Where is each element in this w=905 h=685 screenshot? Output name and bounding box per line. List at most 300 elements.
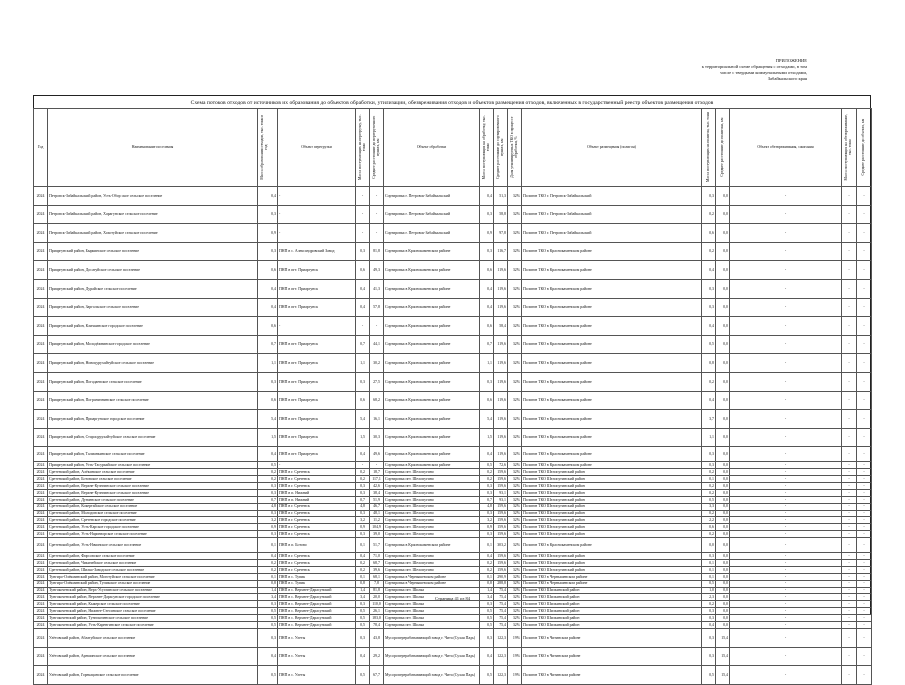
cell-mass-to-transfer: 0,3 bbox=[356, 482, 370, 489]
cell-dist-transfer: 81,8 bbox=[370, 587, 384, 594]
cell-mass-to-processing: 0,2 bbox=[480, 560, 494, 567]
cell-name: Петровск-Забайкальский район, Хохотуйское сельское поселение bbox=[48, 224, 258, 243]
cell-year: 2024 bbox=[34, 587, 48, 594]
cell-utilization-share: 32% bbox=[508, 354, 522, 373]
cell-mass-to-transfer: 0,5 bbox=[356, 622, 370, 629]
cell-mass-to-placement: 3,3 bbox=[702, 503, 716, 510]
cell-year: 2024 bbox=[34, 462, 48, 469]
cell-mass-to-transfer: 0,3 bbox=[356, 489, 370, 496]
cell-neutralization-object: - bbox=[730, 261, 842, 280]
cell-dist-transfer: 81,8 bbox=[370, 242, 384, 261]
table-row bbox=[34, 335, 872, 354]
cell-dist-processing: 159,6 bbox=[494, 482, 508, 489]
cell-neutralization-object: - bbox=[730, 205, 842, 224]
cell-mass-to-processing: 4,8 bbox=[480, 503, 494, 510]
cell-placement-object: Полигон ТКО Шелопугинский район bbox=[522, 503, 702, 510]
cell-dist-placement: 0,0 bbox=[716, 476, 730, 483]
cell-mass-to-processing: 0,9 bbox=[480, 224, 494, 243]
cell-mass-formation: 0,3 bbox=[258, 242, 278, 261]
cell-dist-transfer: 49,6 bbox=[370, 447, 384, 462]
header-processing-object: Объект обработки bbox=[384, 109, 480, 187]
cell-processing-object: Сортировка в Краснокаменском районе bbox=[384, 462, 480, 469]
cell-processing-object: Мусороперерабатывающий завод г. Чита (Сухая Падь) bbox=[384, 628, 480, 647]
cell-mass-formation: 0,2 bbox=[258, 476, 278, 483]
cell-mass-to-placement: 0,4 bbox=[702, 622, 716, 629]
cell-name: Приаргунский район, Досатуйское сельское поселение bbox=[48, 261, 258, 280]
cell-dist-transfer: 68,1 bbox=[370, 573, 384, 580]
cell-dist-neutralization: - bbox=[857, 261, 872, 280]
cell-placement-object: Полигон ТКО Шелопугинский район bbox=[522, 469, 702, 476]
cell-transfer-object: ПНП в г. Сретенск bbox=[278, 566, 356, 573]
cell-placement-object: Полигон ТКО Шелопугинский район bbox=[522, 531, 702, 538]
cell-placement-object: Полигон ТКО в Краснокаменском районе bbox=[522, 279, 702, 298]
cell-mass-to-placement: 0,2 bbox=[702, 205, 716, 224]
cell-year: 2024 bbox=[34, 279, 48, 298]
cell-name: Сретенский район, Дунаевское сельское поселение bbox=[48, 496, 258, 503]
cell-mass-to-neutralization: - bbox=[842, 372, 857, 391]
cell-mass-to-neutralization: - bbox=[842, 496, 857, 503]
cell-dist-placement: 0,0 bbox=[716, 524, 730, 531]
cell-mass-to-placement: 0,1 bbox=[702, 566, 716, 573]
cell-dist-transfer: - bbox=[370, 462, 384, 469]
cell-processing-object: Сортировка пгт. Шилка bbox=[384, 622, 480, 629]
cell-placement-object: Полигон ТКО Шилкинский район bbox=[522, 594, 702, 601]
cell-dist-neutralization: - bbox=[857, 601, 872, 608]
cell-mass-to-placement: 0,1 bbox=[702, 476, 716, 483]
cell-mass-formation: 0,3 bbox=[258, 510, 278, 517]
cell-placement-object: Полигон ТКО в Краснокаменском районе bbox=[522, 391, 702, 410]
cell-transfer-object: - bbox=[278, 224, 356, 243]
cell-processing-object: Сортировка пгт. Шелопугино bbox=[384, 566, 480, 573]
cell-dist-transfer: 51,9 bbox=[370, 496, 384, 503]
cell-mass-to-processing: 0,3 bbox=[480, 489, 494, 496]
cell-transfer-object: ПНП в г. Сретенск bbox=[278, 560, 356, 567]
cell-dist-transfer: 67,7 bbox=[370, 666, 384, 685]
cell-name: Сретенский район, Сретенское городское поселение bbox=[48, 517, 258, 524]
cell-utilization-share: 32% bbox=[508, 594, 522, 601]
header-row bbox=[34, 109, 872, 187]
cell-utilization-share: 32% bbox=[508, 580, 522, 587]
cell-mass-to-neutralization: - bbox=[842, 553, 857, 560]
table-row bbox=[34, 496, 872, 503]
cell-utilization-share: 32% bbox=[508, 476, 522, 483]
cell-name: Улётовский район, Аблатуйское сельское поселение bbox=[48, 628, 258, 647]
cell-transfer-object: - bbox=[278, 187, 356, 206]
table-row bbox=[34, 510, 872, 517]
cell-dist-neutralization: - bbox=[857, 469, 872, 476]
cell-mass-to-neutralization: - bbox=[842, 391, 857, 410]
cell-mass-to-processing: 0,4 bbox=[480, 647, 494, 666]
cell-transfer-object: ПНП в с. Верхнее-Дарасунский bbox=[278, 615, 356, 622]
cell-dist-processing: 119,6 bbox=[494, 298, 508, 317]
cell-dist-neutralization: - bbox=[857, 391, 872, 410]
cell-utilization-share: 32% bbox=[508, 298, 522, 317]
cell-mass-to-neutralization: - bbox=[842, 560, 857, 567]
table-row bbox=[34, 573, 872, 580]
cell-dist-neutralization: - bbox=[857, 410, 872, 429]
cell-mass-to-processing: 0,3 bbox=[480, 628, 494, 647]
cell-mass-to-transfer: 3,4 bbox=[356, 594, 370, 601]
cell-year: 2024 bbox=[34, 205, 48, 224]
cell-dist-transfer: 71,0 bbox=[370, 553, 384, 560]
header-year: Год bbox=[34, 109, 48, 187]
table-row bbox=[34, 647, 872, 666]
cell-mass-to-processing: 0,5 bbox=[480, 622, 494, 629]
cell-transfer-object: ПНП в пгт. Приаргунск bbox=[278, 279, 356, 298]
cell-name: Сретенский район, Усть-Карское городское поселение bbox=[48, 524, 258, 531]
table-row bbox=[34, 566, 872, 573]
cell-mass-to-transfer: 1,5 bbox=[356, 428, 370, 447]
cell-year: 2024 bbox=[34, 666, 48, 685]
cell-neutralization-object: - bbox=[730, 517, 842, 524]
table-row bbox=[34, 410, 872, 429]
cell-year: 2024 bbox=[34, 608, 48, 615]
cell-dist-neutralization: - bbox=[857, 594, 872, 601]
cell-neutralization-object: - bbox=[730, 560, 842, 567]
cell-mass-to-placement: 0,2 bbox=[702, 372, 716, 391]
cell-year: 2024 bbox=[34, 560, 48, 567]
cell-mass-to-processing: 0,7 bbox=[480, 335, 494, 354]
cell-mass-to-neutralization: - bbox=[842, 354, 857, 373]
appendix-line: ПРИЛОЖЕНИЕ bbox=[775, 58, 807, 63]
table-row bbox=[34, 622, 872, 629]
cell-dist-placement: 0,0 bbox=[716, 261, 730, 280]
cell-dist-transfer: 117,1 bbox=[370, 476, 384, 483]
cell-neutralization-object: - bbox=[730, 524, 842, 531]
cell-dist-neutralization: - bbox=[857, 187, 872, 206]
table-row bbox=[34, 524, 872, 531]
cell-mass-to-processing: 0,4 bbox=[480, 553, 494, 560]
cell-dist-placement: 0,0 bbox=[716, 517, 730, 524]
cell-dist-processing: 159,6 bbox=[494, 469, 508, 476]
cell-placement-object: Полигон ТКО в Чернышевском районе bbox=[522, 580, 702, 587]
cell-name: Тунгокоченский район, Верхнее-Дарасунское городское поселение bbox=[48, 594, 258, 601]
header-placement-object: Объект размещения (полигон) bbox=[522, 109, 702, 187]
table-row bbox=[34, 587, 872, 594]
cell-utilization-share: 32% bbox=[508, 410, 522, 429]
cell-dist-transfer: 20,0 bbox=[370, 594, 384, 601]
cell-neutralization-object: - bbox=[730, 553, 842, 560]
cell-transfer-object: ПНП в г. Сретенск bbox=[278, 503, 356, 510]
cell-mass-to-neutralization: - bbox=[842, 601, 857, 608]
cell-dist-transfer: 41,3 bbox=[370, 279, 384, 298]
cell-year: 2024 bbox=[34, 224, 48, 243]
cell-dist-neutralization: - bbox=[857, 524, 872, 531]
cell-dist-processing: 58,8 bbox=[494, 205, 508, 224]
cell-dist-transfer: - bbox=[370, 317, 384, 336]
cell-year: 2024 bbox=[34, 517, 48, 524]
cell-dist-placement: 0,0 bbox=[716, 298, 730, 317]
cell-utilization-share: 32% bbox=[508, 469, 522, 476]
cell-processing-object: Сортировка пгт. Шелопугино bbox=[384, 469, 480, 476]
cell-processing-object: Сортировка пгт. Шилка bbox=[384, 601, 480, 608]
cell-mass-to-neutralization: - bbox=[842, 317, 857, 336]
cell-processing-object: Сортировка в Краснокаменском районе bbox=[384, 538, 480, 553]
cell-year: 2024 bbox=[34, 553, 48, 560]
cell-mass-to-placement: 0,5 bbox=[702, 580, 716, 587]
cell-mass-to-transfer: - bbox=[356, 317, 370, 336]
cell-mass-formation: 3,2 bbox=[258, 517, 278, 524]
cell-year: 2024 bbox=[34, 372, 48, 391]
cell-dist-neutralization: - bbox=[857, 566, 872, 573]
cell-transfer-object: ПНП в пгт. Приаргунск bbox=[278, 354, 356, 373]
table-row bbox=[34, 298, 872, 317]
cell-utilization-share: 19% bbox=[508, 628, 522, 647]
cell-neutralization-object: - bbox=[730, 447, 842, 462]
cell-dist-placement: 15,4 bbox=[716, 666, 730, 685]
cell-placement-object: Полигон ТКО в Краснокаменском районе bbox=[522, 242, 702, 261]
cell-name: Сретенский район, Молодовское сельское поселение bbox=[48, 510, 258, 517]
cell-mass-formation: 0,5 bbox=[258, 615, 278, 622]
cell-mass-formation: 0,4 bbox=[258, 553, 278, 560]
cell-placement-object: Полигон ТКО в Краснокаменском районе bbox=[522, 410, 702, 429]
cell-processing-object: Сортировка пгт. Шелопугино bbox=[384, 553, 480, 560]
cell-dist-processing: 119,6 bbox=[494, 410, 508, 429]
table-row bbox=[34, 354, 872, 373]
cell-transfer-object: - bbox=[278, 317, 356, 336]
cell-mass-to-placement: 0,8 bbox=[702, 354, 716, 373]
cell-mass-to-neutralization: - bbox=[842, 580, 857, 587]
cell-dist-transfer: 110,0 bbox=[370, 601, 384, 608]
cell-dist-neutralization: - bbox=[857, 560, 872, 567]
cell-mass-formation: 0,7 bbox=[258, 496, 278, 503]
cell-mass-formation: 1,1 bbox=[258, 354, 278, 373]
cell-dist-neutralization: - bbox=[857, 242, 872, 261]
cell-placement-object: Полигон ТКО Шелопугинский район bbox=[522, 476, 702, 483]
cell-dist-processing: 288,8 bbox=[494, 580, 508, 587]
cell-dist-transfer: 39,0 bbox=[370, 531, 384, 538]
cell-mass-to-neutralization: - bbox=[842, 476, 857, 483]
table-row bbox=[34, 187, 872, 206]
cell-mass-formation: 0,4 bbox=[258, 447, 278, 462]
cell-mass-to-processing: 0,2 bbox=[480, 566, 494, 573]
cell-utilization-share: 32% bbox=[508, 510, 522, 517]
cell-processing-object: Сортировка пгт. Шелопугино bbox=[384, 482, 480, 489]
cell-mass-to-placement: 1,0 bbox=[702, 587, 716, 594]
cell-year: 2024 bbox=[34, 335, 48, 354]
cell-year: 2024 bbox=[34, 622, 48, 629]
cell-mass-to-placement: 0,3 bbox=[702, 298, 716, 317]
cell-mass-to-placement: 0,2 bbox=[702, 482, 716, 489]
cell-mass-to-transfer: 0,2 bbox=[356, 566, 370, 573]
cell-dist-neutralization: - bbox=[857, 476, 872, 483]
cell-mass-to-processing: 0,6 bbox=[480, 391, 494, 410]
cell-processing-object: Сортировка пгт. Шилка bbox=[384, 587, 480, 594]
cell-transfer-object: ПНП в с. Тупик bbox=[278, 580, 356, 587]
cell-dist-placement: 0,0 bbox=[716, 503, 730, 510]
cell-year: 2024 bbox=[34, 580, 48, 587]
cell-name: Тунгокоченский район, Верх-Усуглинское сельское поселение bbox=[48, 587, 258, 594]
cell-mass-to-processing: 0,5 bbox=[480, 615, 494, 622]
header-transfer-object: Объект перегрузки bbox=[278, 109, 356, 187]
cell-transfer-object: ПНП в с. Верхнее-Дарасунский bbox=[278, 601, 356, 608]
table-row bbox=[34, 242, 872, 261]
table-row bbox=[34, 469, 872, 476]
cell-mass-to-transfer: 0,2 bbox=[356, 476, 370, 483]
cell-neutralization-object: - bbox=[730, 462, 842, 469]
cell-mass-to-processing: 0,7 bbox=[480, 496, 494, 503]
cell-transfer-object: ПНП в пгт. Приаргунск bbox=[278, 447, 356, 462]
cell-placement-object: Полигон ТКО в Читинском районе bbox=[522, 647, 702, 666]
cell-neutralization-object: - bbox=[730, 428, 842, 447]
cell-placement-object: Полигон ТКО в Краснокаменском районе bbox=[522, 538, 702, 553]
cell-name: Приаргунский район, Талманкинское сельское поселение bbox=[48, 447, 258, 462]
cell-mass-to-placement: 0,3 bbox=[702, 187, 716, 206]
cell-placement-object: Полигон ТКО в Краснокаменском районе bbox=[522, 428, 702, 447]
cell-dist-transfer: 26,1 bbox=[370, 608, 384, 615]
cell-year: 2024 bbox=[34, 524, 48, 531]
cell-mass-to-processing: 3,4 bbox=[480, 594, 494, 601]
cell-dist-neutralization: - bbox=[857, 279, 872, 298]
cell-placement-object: Полигон ТКО в Краснокаменском районе bbox=[522, 462, 702, 469]
cell-name: Сретенский район, Чикичейское сельское поселение bbox=[48, 560, 258, 567]
header-mass-to-neutralization: Масса поступающих на обезвреживание, тыс. тонн bbox=[842, 109, 857, 187]
cell-name: Тунгокоченский район, Усть-Каренгинское сельское поселение bbox=[48, 622, 258, 629]
cell-name: Петровск-Забайкальский район, Усть-Обор ское сельское поселение bbox=[48, 187, 258, 206]
cell-dist-processing: 119,6 bbox=[494, 447, 508, 462]
cell-name: Улётовский район, Арешинское сельское поселение bbox=[48, 647, 258, 666]
cell-transfer-object: ПНП в пгт. Приаргунск bbox=[278, 372, 356, 391]
cell-mass-to-processing: 0,4 bbox=[480, 298, 494, 317]
cell-transfer-object: ПНП в пгт. Приаргунск bbox=[278, 410, 356, 429]
cell-dist-processing: 159,6 bbox=[494, 503, 508, 510]
cell-mass-formation: 0,3 bbox=[258, 601, 278, 608]
cell-utilization-share: 32% bbox=[508, 496, 522, 503]
cell-neutralization-object: - bbox=[730, 242, 842, 261]
table-row bbox=[34, 482, 872, 489]
cell-mass-to-placement: 0,3 bbox=[702, 615, 716, 622]
cell-mass-to-transfer: 1,4 bbox=[356, 587, 370, 594]
cell-utilization-share: 19% bbox=[508, 666, 522, 685]
cell-name: Приаргунский район, Кличкинское городское поселение bbox=[48, 317, 258, 336]
cell-mass-to-neutralization: - bbox=[842, 531, 857, 538]
cell-utilization-share: 32% bbox=[508, 482, 522, 489]
cell-dist-neutralization: - bbox=[857, 496, 872, 503]
cell-dist-placement: 0,0 bbox=[716, 580, 730, 587]
cell-mass-to-neutralization: - bbox=[842, 261, 857, 280]
cell-dist-neutralization: - bbox=[857, 462, 872, 469]
cell-name: Тунгокоченский район, Нижнее-Стесинское сельское поселение bbox=[48, 608, 258, 615]
header-utilization-share: Доля утилизируемых ТКО в процессе обработки, % bbox=[508, 109, 522, 187]
cell-name: Улётовский район, Горекацанское сельское поселение bbox=[48, 666, 258, 685]
cell-dist-transfer: 7,8 bbox=[370, 580, 384, 587]
header-dist-transfer: Среднее расстояние до перегрузочного пункта, км bbox=[370, 109, 384, 187]
cell-mass-to-placement: 0,1 bbox=[702, 560, 716, 567]
table-row bbox=[34, 391, 872, 410]
header-dist-placement: Среднее расстояние до полигона, км bbox=[716, 109, 730, 187]
cell-mass-formation: 0,3 bbox=[258, 489, 278, 496]
cell-mass-to-transfer: - bbox=[356, 462, 370, 469]
appendix-block bbox=[567, 58, 807, 82]
cell-dist-transfer: 78,4 bbox=[370, 622, 384, 629]
table-row bbox=[34, 580, 872, 587]
cell-mass-formation: 0,8 bbox=[258, 580, 278, 587]
table-row bbox=[34, 489, 872, 496]
cell-name: Приаргунский район, Молодёжнинское городское поселение bbox=[48, 335, 258, 354]
cell-mass-to-placement: 1,1 bbox=[702, 428, 716, 447]
cell-mass-to-placement: 0,2 bbox=[702, 510, 716, 517]
cell-neutralization-object: - bbox=[730, 510, 842, 517]
cell-utilization-share: 32% bbox=[508, 601, 522, 608]
cell-placement-object: Полигон ТКО в Краснокаменском районе bbox=[522, 372, 702, 391]
cell-year: 2024 bbox=[34, 261, 48, 280]
cell-dist-processing: 159,6 bbox=[494, 560, 508, 567]
table-row bbox=[34, 372, 872, 391]
cell-placement-object: Полигон ТКО в Краснокаменском районе bbox=[522, 335, 702, 354]
cell-mass-to-neutralization: - bbox=[842, 482, 857, 489]
cell-mass-to-transfer: 0,4 bbox=[356, 553, 370, 560]
cell-processing-object: Сортировка в Краснокаменском районе bbox=[384, 261, 480, 280]
cell-transfer-object: ПНП в с. Верхнее-Дарасунский bbox=[278, 587, 356, 594]
cell-processing-object: Сортировка в Краснокаменском районе bbox=[384, 410, 480, 429]
cell-year: 2024 bbox=[34, 647, 48, 666]
cell-mass-to-neutralization: - bbox=[842, 503, 857, 510]
cell-mass-formation: 0,7 bbox=[258, 335, 278, 354]
cell-placement-object: Полигон ТКО Шелопугинский район bbox=[522, 517, 702, 524]
cell-mass-to-transfer: 0,3 bbox=[356, 510, 370, 517]
cell-mass-to-processing: 0,3 bbox=[480, 531, 494, 538]
cell-processing-object: Сортировка пгт. Шелопугино bbox=[384, 503, 480, 510]
cell-mass-to-transfer: 0,1 bbox=[356, 538, 370, 553]
cell-mass-to-neutralization: - bbox=[842, 587, 857, 594]
cell-dist-processing: 119,6 bbox=[494, 428, 508, 447]
cell-utilization-share: 32% bbox=[508, 447, 522, 462]
cell-neutralization-object: - bbox=[730, 224, 842, 243]
cell-name: Приаргунский район, Быркинское сельское поселение bbox=[48, 242, 258, 261]
cell-processing-object: Сортировка в Краснокаменском районе bbox=[384, 447, 480, 462]
cell-mass-to-placement: 0,3 bbox=[702, 279, 716, 298]
cell-transfer-object: ПНП в г. Сретенск bbox=[278, 517, 356, 524]
cell-dist-transfer: 42,6 bbox=[370, 482, 384, 489]
cell-name: Тунгиро-Олёкминский район, Моготуйское сельское поселение bbox=[48, 573, 258, 580]
cell-dist-processing: 75,4 bbox=[494, 594, 508, 601]
cell-mass-formation: 0,4 bbox=[258, 279, 278, 298]
cell-year: 2024 bbox=[34, 187, 48, 206]
cell-mass-to-transfer: - bbox=[356, 187, 370, 206]
cell-neutralization-object: - bbox=[730, 317, 842, 336]
table-row bbox=[34, 503, 872, 510]
cell-placement-object: Полигон ТКО Шилкинский район bbox=[522, 608, 702, 615]
cell-neutralization-object: - bbox=[730, 580, 842, 587]
table-row bbox=[34, 601, 872, 608]
cell-mass-formation: 1,4 bbox=[258, 587, 278, 594]
cell-processing-object: Сортировка пгт. Шелопугино bbox=[384, 496, 480, 503]
cell-placement-object: Полигон ТКО Шилкинский район bbox=[522, 622, 702, 629]
cell-dist-placement: 0,0 bbox=[716, 482, 730, 489]
cell-dist-placement: 0,0 bbox=[716, 224, 730, 243]
cell-mass-to-processing: 0,3 bbox=[480, 482, 494, 489]
cell-dist-neutralization: - bbox=[857, 489, 872, 496]
header-dist-neutralization: Среднее расстояние до объекта, км bbox=[857, 109, 872, 187]
cell-mass-to-neutralization: - bbox=[842, 628, 857, 647]
cell-year: 2024 bbox=[34, 496, 48, 503]
cell-processing-object: Сортировка пгт. Шелопугино bbox=[384, 524, 480, 531]
cell-dist-placement: 15,4 bbox=[716, 628, 730, 647]
cell-year: 2024 bbox=[34, 391, 48, 410]
cell-mass-to-processing: 0,5 bbox=[480, 608, 494, 615]
cell-neutralization-object: - bbox=[730, 410, 842, 429]
cell-mass-to-neutralization: - bbox=[842, 524, 857, 531]
cell-mass-formation: 0,6 bbox=[258, 261, 278, 280]
cell-utilization-share: 32% bbox=[508, 553, 522, 560]
cell-dist-transfer: 27,5 bbox=[370, 372, 384, 391]
cell-processing-object: Сортировка пгт. Шелопугино bbox=[384, 517, 480, 524]
cell-dist-placement: 0,0 bbox=[716, 447, 730, 462]
cell-mass-formation: 0,3 bbox=[258, 531, 278, 538]
cell-mass-formation: 0,4 bbox=[258, 647, 278, 666]
cell-name: Сретенский район, Ботовское сельское поселение bbox=[48, 476, 258, 483]
cell-mass-to-processing: 1,4 bbox=[480, 587, 494, 594]
